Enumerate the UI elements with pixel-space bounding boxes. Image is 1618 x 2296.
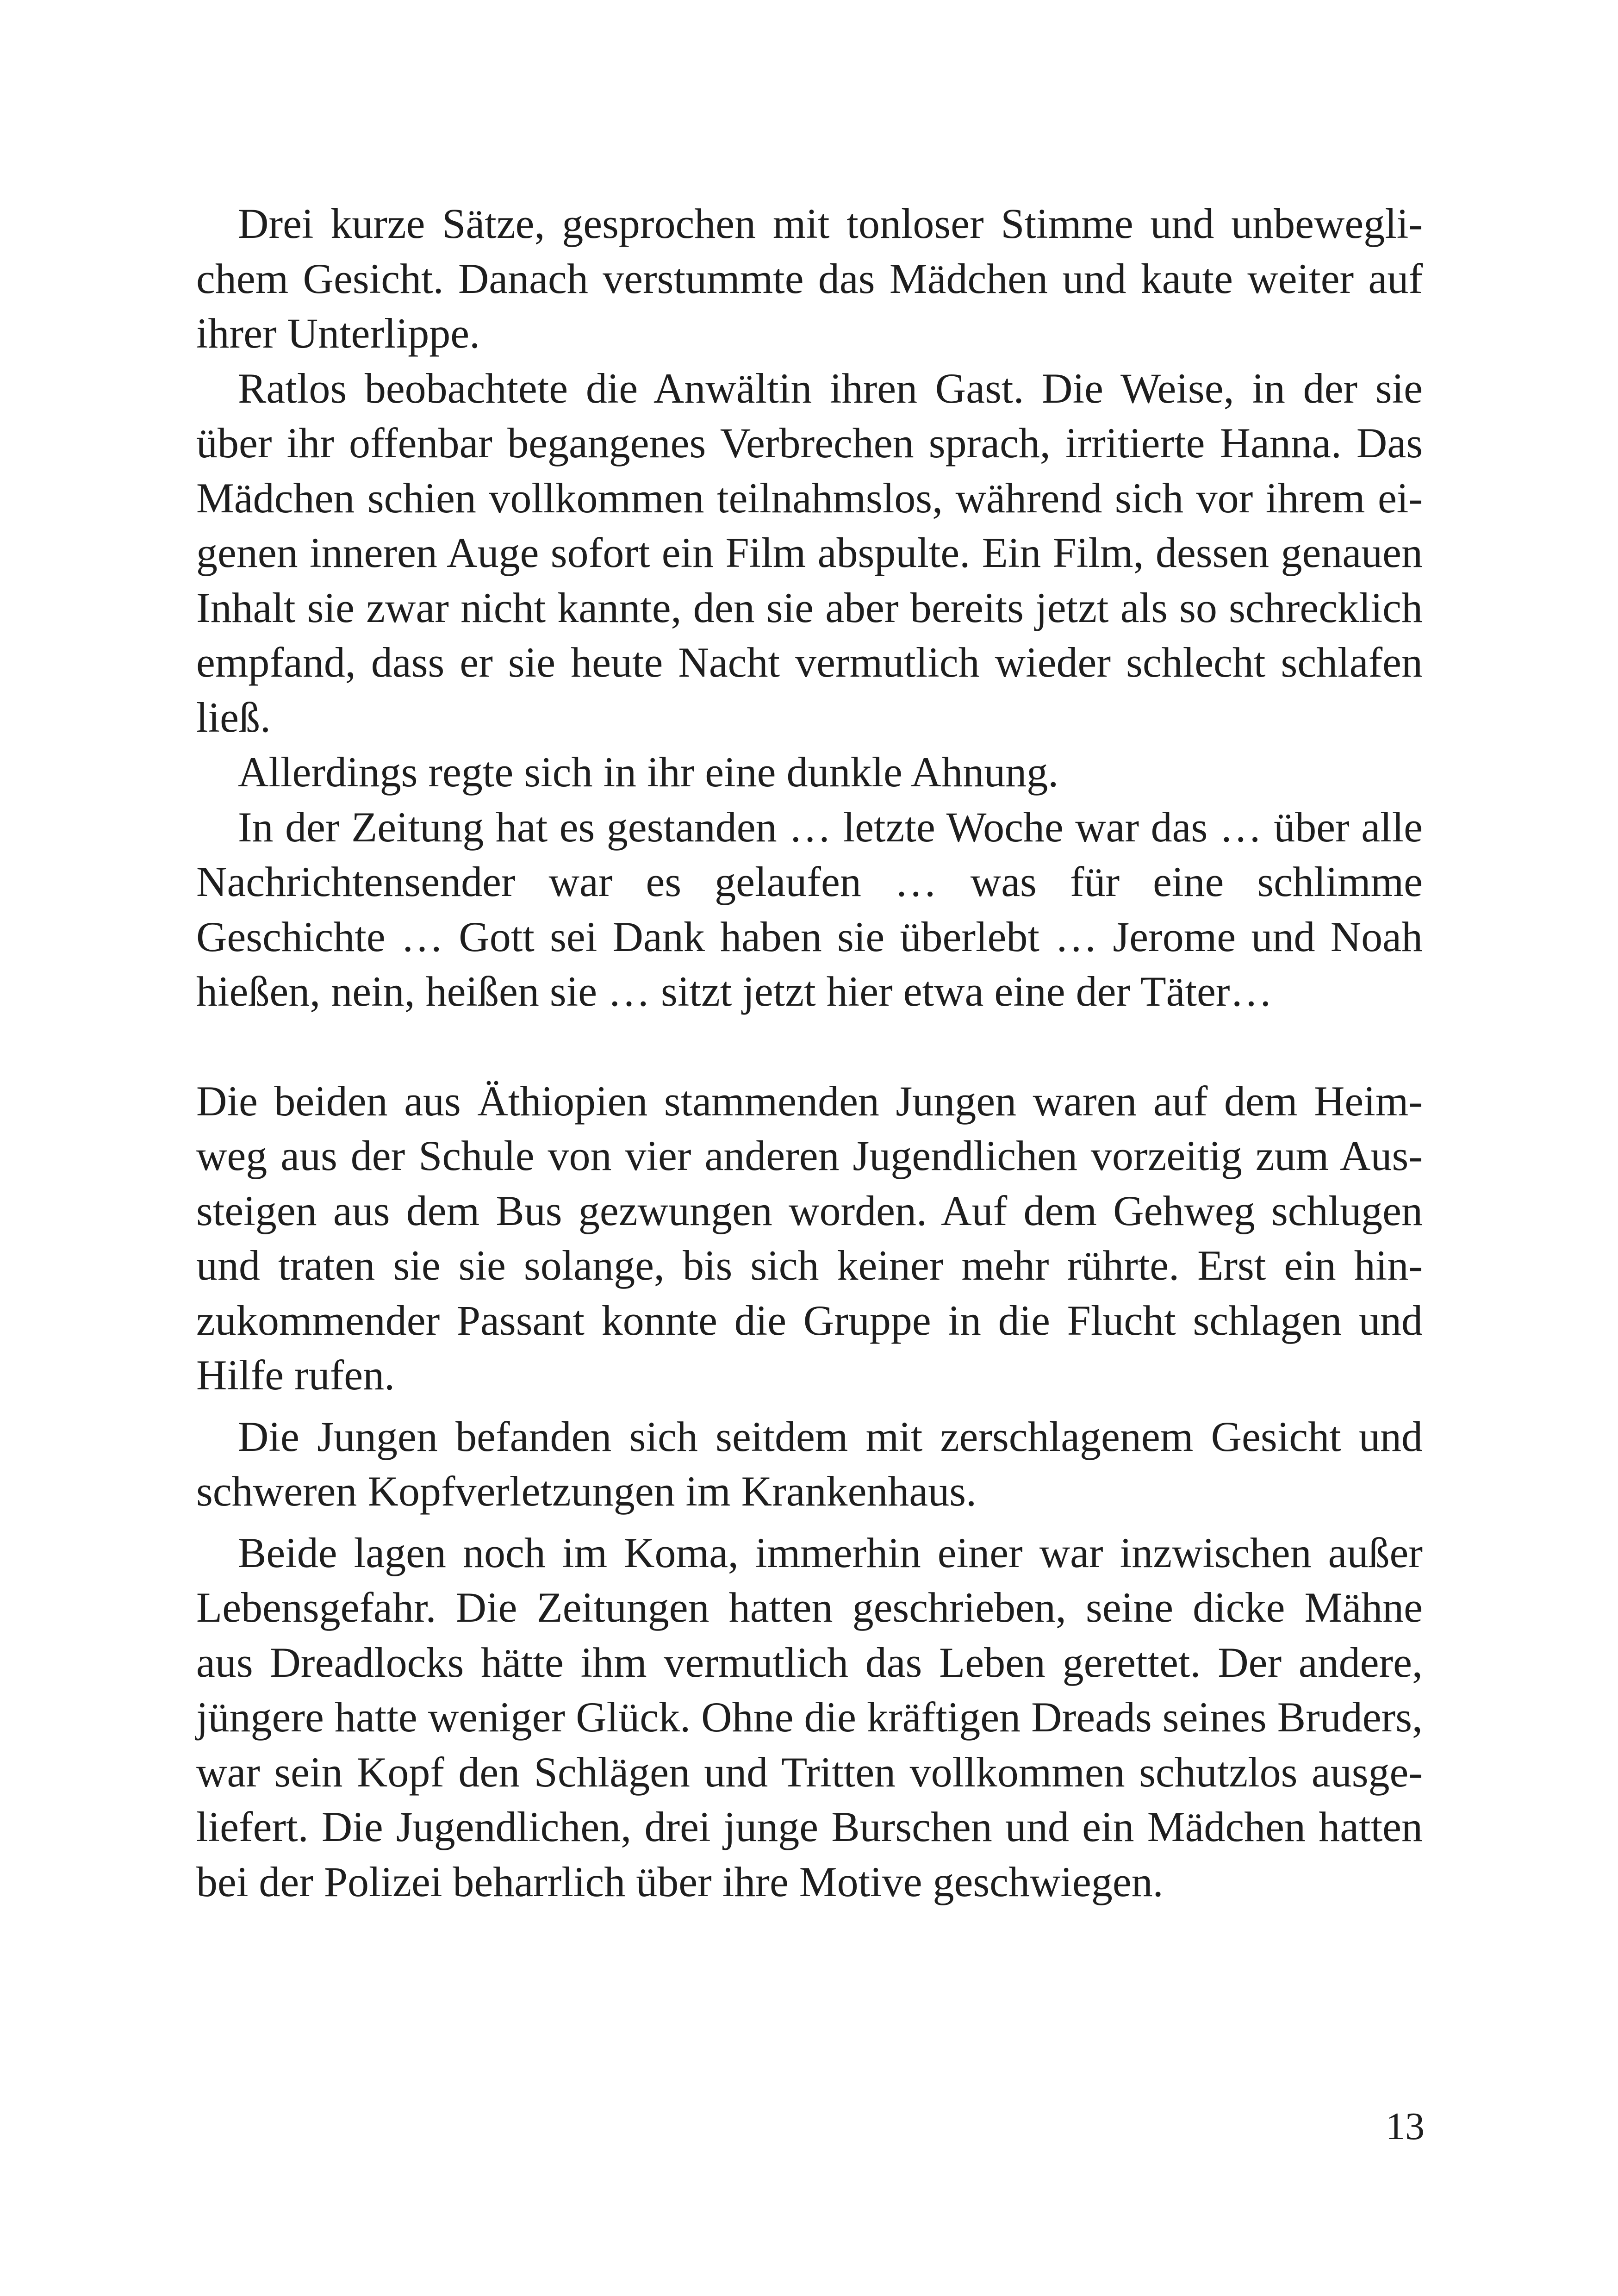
page-number: 13: [1386, 2105, 1425, 2148]
paragraph-3: Allerdings regte sich in ihr eine dunkle Ahnung.: [238, 748, 1059, 796]
body-text: [196, 196, 1423, 1909]
paragraph-7: Beide lagen noch im Koma, immerhin einer war inzwischen außer Lebensgefahr. Die Zeitungen hatten geschrieben, seine dicke Mähne aus Dreadlocks hätte ihm vermutlich das Leben gerettet. Der andere, jüngere hatte weniger Glück. Ohne die kräftigen Dreads seines Bruders, war sein Kopf den Schlägen und Tritten vollkommen schutzlos ausgeliefert. Die Jugendlichen, drei junge Burschen und ein Mädchen hatten bei der Polizei beharrlich über ihre Motive geschwiegen.: [196, 1529, 1423, 1905]
paragraph-6: Die Jungen befanden sich seitdem mit zerschlagenem Gesicht und schweren Kopfverletzungen im Krankenhaus.: [196, 1412, 1423, 1515]
paragraph-4: In der Zeitung hat es gestanden … letzte Woche war das … über alle Nachrichtensender war es gelaufen … was für eine schlimme Geschichte … Gott sei Dank haben sie überlebt … Jerome und Noah hießen, nein, heißen sie … sitzt jetzt hier etwa eine der Täter…: [196, 803, 1423, 1015]
paragraph-5: Die beiden aus Äthiopien stammenden Jungen waren auf dem Heimweg aus der Schule von vier anderen Jugendlichen vorzeitig zum Aussteigen aus dem Bus gezwungen worden. Auf dem Gehweg schlugen und traten sie sie solange, bis sich keiner mehr rührte. Erst ein hinzukommender Passant konnte die Gruppe in die Flucht schlagen und Hilfe rufen.: [196, 1077, 1423, 1399]
paragraph-1: Drei kurze Sätze, gesprochen mit tonloser Stimme und unbeweglichem Gesicht. Danach verstummte das Mädchen und kaute weiter auf ihrer Unterlippe.: [196, 200, 1423, 357]
paragraph-2: Ratlos beobachtete die Anwältin ihren Gast. Die Weise, in der sie über ihr offenbar begangenes Verbrechen sprach, irritierte Hanna. Das Mädchen schien vollkommen teilnahmslos, während sich vor ihrem eigenen inneren Auge sofort ein Film abspulte. Ein Film, dessen genauen Inhalt sie zwar nicht kannte, den sie aber bereits jetzt als so schrecklich empfand, dass er sie heute Nacht vermutlich wieder schlecht schlafen ließ.: [196, 364, 1423, 741]
